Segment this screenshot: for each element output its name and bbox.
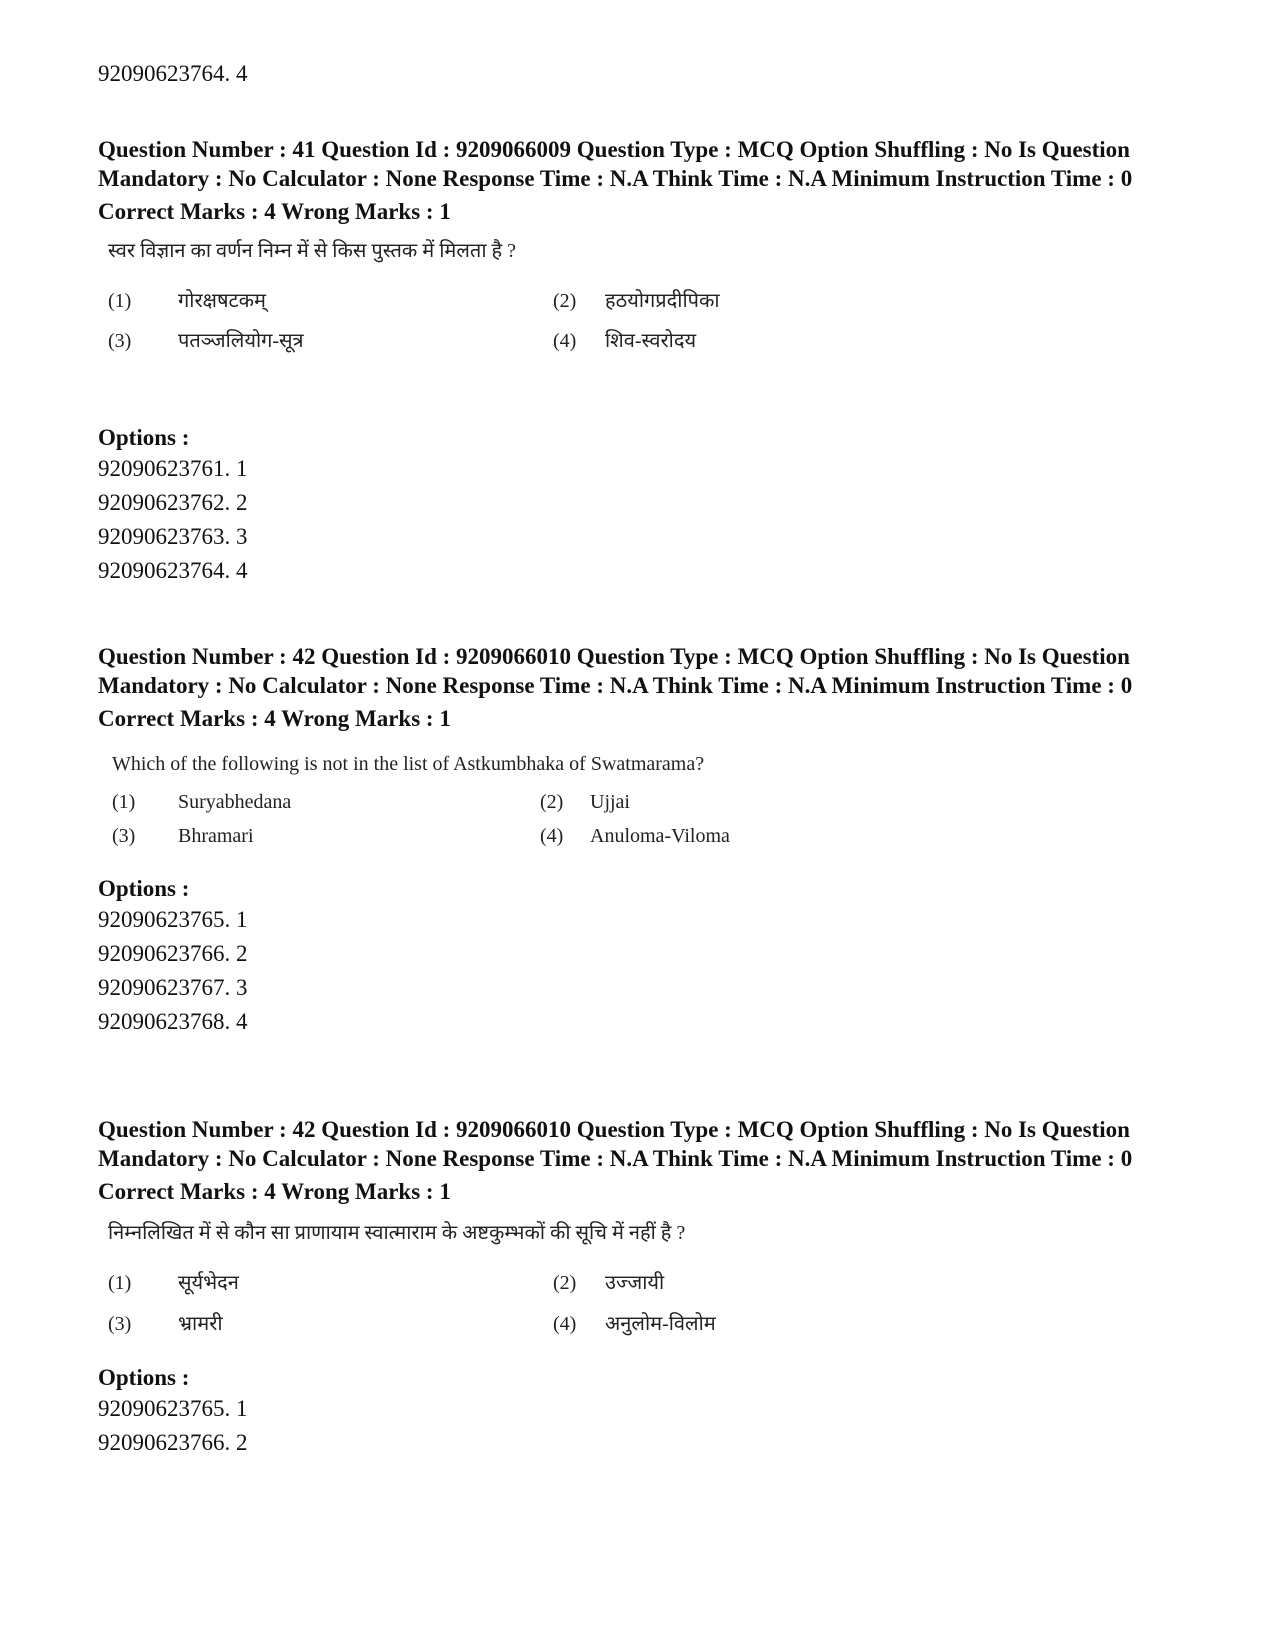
options-label: Options :	[98, 425, 190, 450]
choice-4	[553, 1309, 716, 1336]
choice-grid	[98, 286, 1188, 376]
marks-line: Correct Marks : 4 Wrong Marks : 1	[98, 706, 451, 731]
choice-number: (1)	[108, 1272, 132, 1294]
option-line: 92090623765. 1	[98, 1396, 248, 1421]
choice-number: (2)	[540, 791, 564, 813]
choice-text: सूर्यभेदन	[178, 1272, 239, 1294]
choice-3	[108, 326, 304, 353]
choice-text: पतञ्जलियोग-सूत्र	[178, 330, 304, 352]
option-line: 92090623762. 2	[98, 490, 248, 515]
question-stem: स्वर विज्ञान का वर्णन निम्न में से किस पुस्तक में मिलता है ?	[108, 240, 516, 262]
options-label: Options :	[98, 876, 190, 901]
choice-1	[108, 1268, 239, 1295]
question-block-42-hi	[98, 1116, 1188, 1460]
choice-grid	[98, 1268, 1188, 1358]
question-block-41	[98, 136, 1188, 588]
choice-text: Anuloma-Viloma	[590, 825, 730, 847]
choice-1	[112, 791, 291, 814]
option-line: 92090623764. 4	[98, 61, 248, 86]
choice-number: (1)	[108, 290, 132, 312]
choice-text: उज्जायी	[605, 1272, 665, 1294]
choice-2	[540, 791, 630, 814]
choice-text: शिव-स्वरोदय	[605, 330, 697, 352]
option-line: 92090623767. 3	[98, 975, 248, 1000]
marks-line: Correct Marks : 4 Wrong Marks : 1	[98, 199, 451, 224]
choice-2	[553, 286, 720, 313]
options-label: Options :	[98, 1365, 190, 1390]
question-header: Question Number : 41 Question Id : 9209066009 Question Type : MCQ Option Shuffling : No Is Question Mandatory : No Calculator : None Response Time : N.A Think Time : N.A Minimum Instruction Time : 0	[98, 137, 1133, 191]
question-header: Question Number : 42 Question Id : 9209066010 Question Type : MCQ Option Shuffling : No Is Question Mandatory : No Calculator : None Response Time : N.A Think Time : N.A Minimum Instruction Time : 0	[98, 644, 1133, 698]
choice-3	[112, 825, 254, 848]
question-block-42-en	[98, 643, 1188, 1039]
choice-number: (3)	[112, 825, 136, 847]
option-line: 92090623766. 2	[98, 1430, 248, 1455]
choice-number: (3)	[108, 1313, 132, 1335]
choice-number: (1)	[112, 791, 136, 813]
choice-number: (4)	[553, 330, 577, 352]
option-line: 92090623766. 2	[98, 941, 248, 966]
choice-number: (2)	[553, 290, 577, 312]
option-line: 92090623761. 1	[98, 456, 248, 481]
question-stem: Which of the following is not in the list of Astkumbhaka of Swatmarama?	[112, 753, 705, 775]
choice-3	[108, 1309, 223, 1336]
option-line: 92090623765. 1	[98, 907, 248, 932]
choice-text: Ujjai	[590, 791, 630, 813]
choice-number: (4)	[540, 825, 564, 847]
marks-line: Correct Marks : 4 Wrong Marks : 1	[98, 1179, 451, 1204]
choice-text: Bhramari	[178, 825, 254, 847]
question-stem: निम्नलिखित में से कौन सा प्राणायाम स्वात्माराम के अष्टकुम्भकों की सूचि में नहीं है ?	[108, 1222, 686, 1244]
choice-text: हठयोगप्रदीपिका	[605, 290, 720, 312]
choice-text: अनुलोम-विलोम	[605, 1313, 716, 1335]
option-line: 92090623763. 3	[98, 524, 248, 549]
question-header: Question Number : 42 Question Id : 9209066010 Question Type : MCQ Option Shuffling : No Is Question Mandatory : No Calculator : None Response Time : N.A Think Time : N.A Minimum Instruction Time : 0	[98, 1117, 1133, 1171]
choice-grid	[98, 791, 1188, 861]
choice-text: गोरक्षषटकम्	[178, 290, 266, 312]
choice-number: (4)	[553, 1313, 577, 1335]
option-line: 92090623768. 4	[98, 1009, 248, 1034]
choice-4	[540, 825, 730, 848]
choice-text: भ्रामरी	[178, 1313, 223, 1335]
choice-4	[553, 326, 696, 353]
choice-number: (2)	[553, 1272, 577, 1294]
choice-2	[553, 1268, 664, 1295]
choice-1	[108, 286, 266, 313]
choice-number: (3)	[108, 330, 132, 352]
option-line: 92090623764. 4	[98, 558, 248, 583]
choice-text: Suryabhedana	[178, 791, 292, 813]
